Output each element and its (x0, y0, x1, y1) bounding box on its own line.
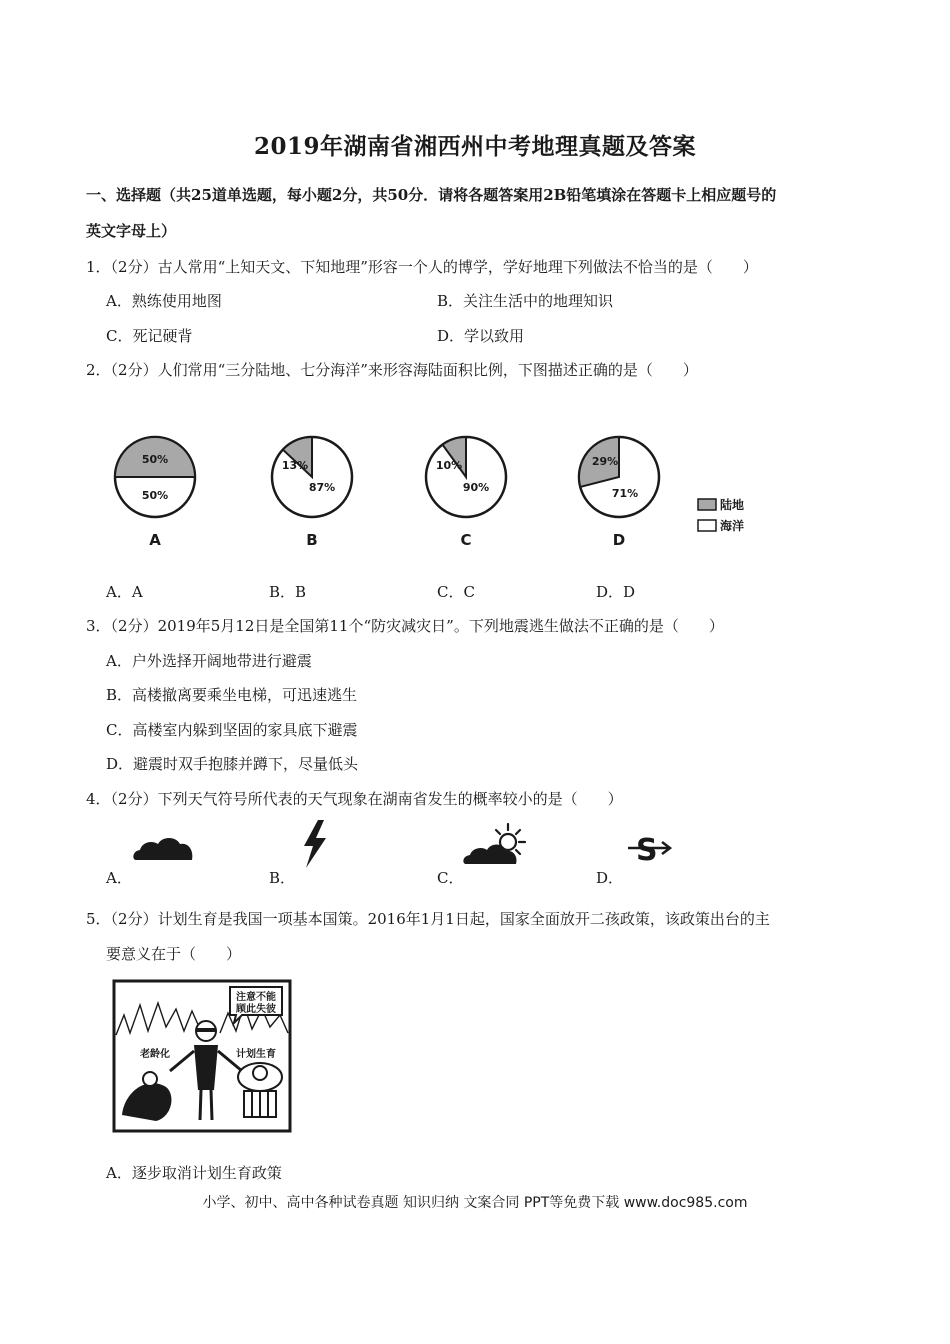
pie-c (426, 437, 506, 549)
q2-option-d: D．D (596, 583, 636, 601)
pie-letter-label: D (612, 531, 626, 549)
q5-option-a: A．逐步取消计划生育政策 (106, 1164, 282, 1182)
land-ocean-pie-figure (100, 430, 780, 565)
q5-stem-line2: 要意义在于（ ） (106, 945, 242, 963)
section-heading-line2: 英文字母上） (86, 222, 177, 240)
partly-cloudy-icon (462, 822, 528, 870)
cartoon-bubble-line1: 注意不能 (236, 992, 276, 1003)
pie-b (272, 437, 352, 549)
cartoon-right-label: 计划生育 (236, 1049, 276, 1060)
q4-option-d: D． (596, 869, 624, 887)
pie-legend (698, 497, 744, 533)
pie-land-label: 50% (141, 453, 169, 466)
q1-option-c: C．死记硬背 (106, 327, 193, 345)
legend-land-swatch (698, 499, 716, 510)
q5-stem-line1: 5．（2分）计划生育是我国一项基本国策。2016年1月1日起，国家全面放开二孩政策，该政策出台的主 (86, 910, 770, 928)
pie-d (579, 437, 659, 549)
cartoon-bubble-line2: 顾此失彼 (236, 1004, 276, 1015)
q3-stem: 3．（2分）2019年5月12日是全国第11个“防灾减灾日”。下列地震逃生做法不正确的是（ ） (86, 617, 724, 635)
q3-option-d: D．避震时双手抱膝并蹲下，尽量低头 (106, 755, 359, 773)
page-footer: 小学、初中、高中各种试卷真题 知识归纳 文案合同 PPT等免费下载 www.doc985.com (202, 1195, 748, 1211)
legend-ocean-swatch (698, 520, 716, 531)
pie-ocean-label: 50% (141, 489, 169, 502)
q3-option-c: C．高楼室内躲到坚固的家具底下避震 (106, 721, 358, 739)
q3-option-a: A．户外选择开阔地带进行避震 (106, 652, 312, 670)
pie-land-label: 10% (435, 459, 463, 472)
pie-land-label: 13% (281, 459, 309, 472)
family-planning-cartoon (110, 975, 295, 1135)
q1-option-a: A．熟练使用地图 (106, 292, 222, 310)
page-title: 2019年湖南省湘西州中考地理真题及答案 (253, 133, 696, 160)
pie-letter-label: B (306, 531, 318, 549)
pie-letter-label: A (149, 531, 161, 549)
pie-a (115, 437, 195, 549)
q2-option-c: C．C (437, 583, 475, 601)
q2-option-a: A．A (106, 583, 143, 601)
section-heading-line1: 一、选择题（共25道单选题，每小题2分，共50分．请将各题答案用2B铅笔填涂在答题卡上相应题号的 (86, 186, 777, 204)
pie-letter-label: C (460, 531, 472, 549)
pie-ocean-label: 87% (308, 481, 336, 494)
q4-option-c: C． (437, 869, 464, 887)
thunderstorm-icon (298, 818, 332, 870)
q3-option-b: B．高楼撤离要乘坐电梯，可迅速逃生 (106, 686, 358, 704)
overcast-cloud-icon (130, 818, 200, 868)
q2-stem: 2．（2分）人们常用“三分陆地、七分海洋”来形容海陆面积比例，下图描述正确的是（ ） (86, 361, 698, 379)
svg-text:S: S (636, 833, 658, 868)
legend-ocean-label: 海洋 (720, 519, 745, 533)
pie-ocean-label: 71% (611, 487, 639, 500)
legend-land-label: 陆地 (720, 498, 745, 512)
pie-land-label: 29% (591, 455, 619, 468)
q4-option-b: B． (269, 869, 296, 887)
q4-stem: 4．（2分）下列天气符号所代表的天气现象在湖南省发生的概率较小的是（ ） (86, 790, 623, 808)
cartoon-left-label: 老龄化 (140, 1049, 170, 1060)
sandstorm-icon (626, 828, 672, 868)
q1-option-b: B．关注生活中的地理知识 (437, 292, 614, 310)
q4-option-a: A． (106, 869, 132, 887)
q2-option-b: B．B (269, 583, 307, 601)
pie-ocean-label: 90% (462, 481, 490, 494)
q1-option-d: D．学以致用 (437, 327, 525, 345)
q1-stem: 1．（2分）古人常用“上知天文、下知地理”形容一个人的博学，学好地理下列做法不恰当的是（ ） (86, 258, 758, 276)
